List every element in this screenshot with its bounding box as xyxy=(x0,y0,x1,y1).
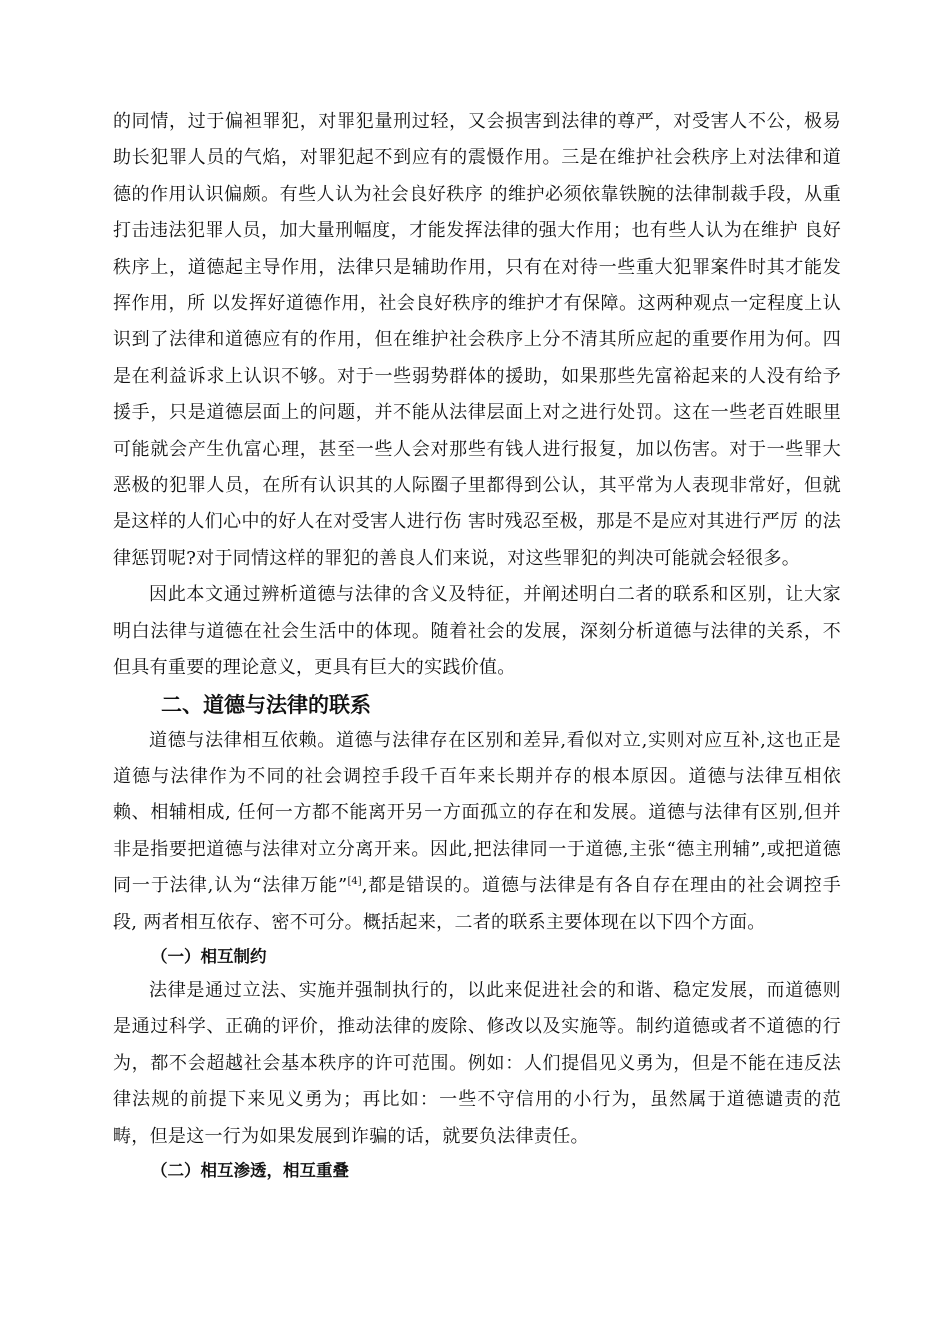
paragraph-text: 道德与法律相互依赖。道德与法律存在区别和差异,看似对立,实则对应互补,这也正是道德与法律作为不同的社会调控手段千百年来长期并存的根本原因。道德与法律互相依赖、相辅相成, 任何一方都不能离开另一方面孤立的存在和发展。道德与法律有区别,但并非是指要把道德与法律对立分离开来。因此,把法律同一于道德,主张“德主刑辅”,或把道德同一于法律,认为“法律万能” xyxy=(113,729,841,897)
document-page xyxy=(113,104,841,1187)
body-paragraph-interdependence xyxy=(113,723,841,941)
body-paragraph-mutual-restriction: 法律是通过立法、实施并强制执行的，以此来促进社会的和谐、稳定发展，而道德则是通过科学、正确的评价，推动法律的废除、修改以及实施等。制约道德或者不道德的行为，都不会超越社会基本秩序的许可范围。例如：人们提倡见义勇为，但是不能在违反法律法规的前提下来见义勇为；再比如：一些不守信用的小行为，虽然属于道德谴责的范畴，但是这一行为如果发展到诈骗的话，就要负法律责任。 xyxy=(113,979,841,1147)
subsection-heading-2: （二）相互渗透，相互重叠 xyxy=(151,1160,349,1180)
body-paragraph-purpose: 因此本文通过辨析道德与法律的含义及特征，并阐述明白二者的联系和区别，让大家明白法律与道德在社会生活中的体现。随着社会的发展，深刻分析道德与法律的关系，不但具有重要的理论意义，更具有巨大的实践价值。 xyxy=(113,584,841,679)
paragraph-text: ,都是错误的。道德与法律是有各自存在理由的社会调控手段, 两者相互依存、密不可分。概括起来，二者的联系主要体现在以下四个方面。 xyxy=(113,875,841,933)
section-heading: 二、道德与法律的联系 xyxy=(161,692,371,717)
subsection-heading-1: （一）相互制约 xyxy=(151,946,267,966)
citation-reference: [4] xyxy=(347,876,362,888)
body-paragraph-continued: 的同情，过于偏袒罪犯，对罪犯量刑过轻，又会损害到法律的尊严，对受害人不公，极易助长犯罪人员的气焰，对罪犯起不到应有的震慑作用。三是在维护社会秩序上对法律和道德的作用认识偏颇。有些人认为社会良好秩序 的维护必须依靠铁腕的法律制裁手段，从重打击违法犯罪人员，加大量刑幅度，才能发挥法律的强大作用；也有些人认为在维护 良好秩序上，道德起主导作用，法律只是辅助作用，只有在对待一些重大犯罪案件时其才能发挥作用，所 以发挥好道德作用，社会良好秩序的维护才有保障。这两种观点一定程度上认识到了法律和道德应有的作用，但在维护社会秩序上分不清其所应起的重要作用为何。四是在利益诉求上认识不够。对于一些弱势群体的援助，如果那些先富裕起来的人没有给予援手，只是道德层面上的问题，并不能从法律层面上对之进行处罚。这在一些老百姓眼里可能就会产生仇富心理，甚至一些人会对那些有钱人进行报复，加以伤害。对于一些罪大恶极的犯罪人员，在所有认识其的人际圈子里都得到公认，其平常为人表现非常好，但就是这样的人们心中的好人在对受害人进行伤 害时残忍至极，那是不是应对其进行严厉 的法律惩罚呢?对于同情这样的罪犯的善良人们来说，对这些罪犯的判决可能就会轻很多。 xyxy=(113,111,841,569)
